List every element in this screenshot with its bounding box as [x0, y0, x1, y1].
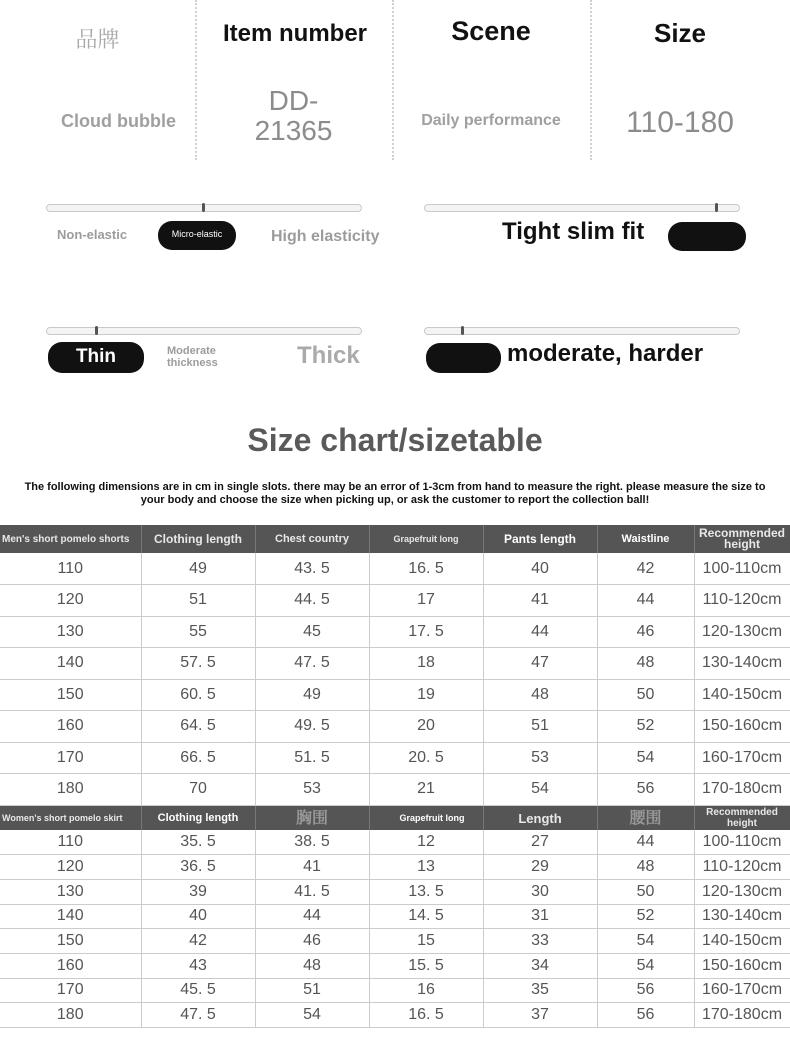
table-cell: 130 — [0, 616, 141, 648]
table-cell: 35 — [483, 978, 597, 1003]
table-row — [0, 929, 790, 954]
size-value: 110-180 — [626, 106, 734, 139]
thickness-track — [46, 327, 362, 335]
table-row — [0, 553, 790, 585]
table-cell: 120-130cm — [694, 616, 790, 648]
elasticity-selected-badge: Micro-elastic — [158, 221, 236, 250]
column-header: Men's short pomelo shorts — [0, 525, 141, 553]
table-cell: 47 — [483, 648, 597, 680]
table-cell: 50 — [597, 879, 694, 904]
item-number-label: Item number — [222, 20, 368, 47]
table-cell: 20. 5 — [369, 742, 483, 774]
column-header: Women's short pomelo skirt — [0, 806, 141, 830]
brand-label: 品牌 — [75, 27, 120, 52]
hardness-track — [424, 327, 740, 335]
size-chart-note: The following dimensions are in cm in single slots. there may be an error of 1-3cm from hand to measure the right. please measure the size to your body and choose the size when picking up, or ask the customer to report the collection ball! — [24, 481, 766, 506]
table-cell: 46 — [597, 616, 694, 648]
table-cell: 46 — [255, 929, 369, 954]
table-cell: 180 — [0, 1003, 141, 1028]
table-cell: 150-160cm — [694, 953, 790, 978]
table-cell: 110 — [0, 830, 141, 855]
table-cell: 54 — [483, 774, 597, 806]
table-row — [0, 879, 790, 904]
table-row — [0, 978, 790, 1003]
table-cell: 12 — [369, 830, 483, 855]
table-cell: 160 — [0, 711, 141, 743]
table-cell: 160 — [0, 953, 141, 978]
table-cell: 120 — [0, 585, 141, 617]
item-number-value-line2: 21365 — [254, 115, 333, 146]
table-cell: 47. 5 — [255, 648, 369, 680]
table-cell: 34 — [483, 953, 597, 978]
table-cell: 31 — [483, 904, 597, 929]
table-cell: 55 — [141, 616, 255, 648]
column-header: Length — [483, 806, 597, 830]
elasticity-marker — [202, 203, 205, 212]
table-cell: 49 — [141, 553, 255, 585]
table-cell: 39 — [141, 879, 255, 904]
table-cell: 180 — [0, 774, 141, 806]
table-cell: 13. 5 — [369, 879, 483, 904]
thickness-right-label: Thick — [297, 342, 360, 369]
table-cell: 50 — [597, 679, 694, 711]
table-row — [0, 616, 790, 648]
fit-label: Tight slim fit — [502, 218, 645, 245]
elasticity-right-label: High elasticity — [271, 228, 380, 245]
table-cell: 160-170cm — [694, 742, 790, 774]
table-row — [0, 585, 790, 617]
table-cell: 48 — [483, 679, 597, 711]
table-cell: 53 — [255, 774, 369, 806]
table-cell: 54 — [597, 742, 694, 774]
womens-size-table — [0, 806, 790, 1028]
thickness-selected-badge: Thin — [48, 342, 144, 373]
table-cell: 45 — [255, 616, 369, 648]
column-header: Pants length — [483, 525, 597, 553]
column-header: Chest country — [255, 525, 369, 553]
table-cell: 170-180cm — [694, 1003, 790, 1028]
table-cell: 42 — [141, 929, 255, 954]
table-cell: 48 — [597, 648, 694, 680]
table-cell: 120 — [0, 855, 141, 880]
table-cell: 51 — [483, 711, 597, 743]
table-cell: 16. 5 — [369, 553, 483, 585]
table-cell: 150-160cm — [694, 711, 790, 743]
table-cell: 140-150cm — [694, 679, 790, 711]
fit-track — [424, 204, 740, 212]
table-cell: 30 — [483, 879, 597, 904]
table-cell: 19 — [369, 679, 483, 711]
table-cell: 51 — [255, 978, 369, 1003]
table-cell: 100-110cm — [694, 830, 790, 855]
fit-marker — [715, 203, 718, 212]
table-cell: 13 — [369, 855, 483, 880]
table-cell: 44 — [597, 830, 694, 855]
table-row — [0, 711, 790, 743]
table-cell: 44 — [483, 616, 597, 648]
table-cell: 56 — [597, 1003, 694, 1028]
table-cell: 110 — [0, 553, 141, 585]
table-cell: 140-150cm — [694, 929, 790, 954]
table-cell: 45. 5 — [141, 978, 255, 1003]
table-cell: 35. 5 — [141, 830, 255, 855]
table-cell: 43 — [141, 953, 255, 978]
size-column — [590, 0, 790, 160]
table-cell: 130 — [0, 879, 141, 904]
column-header: Recommended height — [694, 806, 790, 830]
table-cell: 110-120cm — [694, 585, 790, 617]
table-cell: 170-180cm — [694, 774, 790, 806]
table-cell: 48 — [255, 953, 369, 978]
hardness-label: moderate, harder — [507, 340, 704, 367]
table-cell: 29 — [483, 855, 597, 880]
table-cell: 49. 5 — [255, 711, 369, 743]
brand-column — [0, 0, 195, 160]
table-cell: 20 — [369, 711, 483, 743]
column-header: Recommended height — [694, 525, 790, 553]
table-cell: 16 — [369, 978, 483, 1003]
table-cell: 41 — [483, 585, 597, 617]
table-row — [0, 855, 790, 880]
scene-label: Scene — [451, 16, 531, 46]
table-cell: 38. 5 — [255, 830, 369, 855]
column-header: Grapefruit long — [369, 525, 483, 553]
column-header: 胸围 — [255, 806, 369, 830]
table-row — [0, 830, 790, 855]
table-row — [0, 679, 790, 711]
table-cell: 17 — [369, 585, 483, 617]
table-row — [0, 648, 790, 680]
table-cell: 57. 5 — [141, 648, 255, 680]
column-header: Grapefruit long — [369, 806, 483, 830]
item-number-column — [195, 0, 392, 160]
table-cell: 36. 5 — [141, 855, 255, 880]
table-cell: 48 — [597, 855, 694, 880]
table-cell: 54 — [597, 953, 694, 978]
table-cell: 21 — [369, 774, 483, 806]
table-cell: 41. 5 — [255, 879, 369, 904]
table-cell: 44 — [255, 904, 369, 929]
thickness-middle-label: Moderate thickness — [167, 345, 218, 369]
table-cell: 70 — [141, 774, 255, 806]
table-cell: 120-130cm — [694, 879, 790, 904]
mens-size-table — [0, 525, 790, 806]
table-cell: 66. 5 — [141, 742, 255, 774]
column-header: 腰围 — [597, 806, 694, 830]
table-cell: 14. 5 — [369, 904, 483, 929]
table-cell: 52 — [597, 904, 694, 929]
column-header: Clothing length — [141, 525, 255, 553]
table-row — [0, 904, 790, 929]
table-cell: 33 — [483, 929, 597, 954]
table-cell: 56 — [597, 774, 694, 806]
table-cell: 18 — [369, 648, 483, 680]
table-cell: 51. 5 — [255, 742, 369, 774]
thickness-marker — [95, 326, 98, 335]
table-cell: 130-140cm — [694, 648, 790, 680]
table-cell: 27 — [483, 830, 597, 855]
table-cell: 47. 5 — [141, 1003, 255, 1028]
table-cell: 41 — [255, 855, 369, 880]
table-header-row — [0, 525, 790, 553]
elasticity-left-label: Non-elastic — [57, 227, 128, 242]
table-cell: 150 — [0, 679, 141, 711]
item-number-value-line1: DD- — [268, 85, 319, 116]
table-cell: 15 — [369, 929, 483, 954]
table-cell: 130-140cm — [694, 904, 790, 929]
size-chart-title: Size chart/sizetable — [247, 422, 543, 458]
table-cell: 42 — [597, 553, 694, 585]
table-cell: 40 — [141, 904, 255, 929]
brand-value: Cloud bubble — [61, 111, 176, 131]
table-cell: 54 — [597, 929, 694, 954]
scene-column — [392, 0, 590, 160]
table-cell: 140 — [0, 904, 141, 929]
column-header: Waistline — [597, 525, 694, 553]
table-cell: 49 — [255, 679, 369, 711]
table-cell: 60. 5 — [141, 679, 255, 711]
table-cell: 54 — [255, 1003, 369, 1028]
table-row — [0, 774, 790, 806]
table-cell: 15. 5 — [369, 953, 483, 978]
fit-selected-badge — [668, 222, 746, 251]
table-cell: 53 — [483, 742, 597, 774]
table-cell: 52 — [597, 711, 694, 743]
table-cell: 100-110cm — [694, 553, 790, 585]
table-row — [0, 1003, 790, 1028]
table-row — [0, 953, 790, 978]
table-cell: 160-170cm — [694, 978, 790, 1003]
table-cell: 37 — [483, 1003, 597, 1028]
table-cell: 17. 5 — [369, 616, 483, 648]
size-label: Size — [653, 18, 707, 48]
table-cell: 51 — [141, 585, 255, 617]
table-cell: 16. 5 — [369, 1003, 483, 1028]
table-cell: 56 — [597, 978, 694, 1003]
table-header-row — [0, 806, 790, 830]
scene-value: Daily performance — [421, 112, 561, 129]
table-cell: 110-120cm — [694, 855, 790, 880]
table-cell: 150 — [0, 929, 141, 954]
column-header: Clothing length — [141, 806, 255, 830]
table-row — [0, 742, 790, 774]
table-cell: 44 — [597, 585, 694, 617]
hardness-selected-badge — [426, 343, 501, 373]
table-cell: 40 — [483, 553, 597, 585]
hardness-marker — [461, 326, 464, 335]
table-cell: 43. 5 — [255, 553, 369, 585]
table-cell: 170 — [0, 978, 141, 1003]
table-cell: 170 — [0, 742, 141, 774]
table-cell: 64. 5 — [141, 711, 255, 743]
table-cell: 140 — [0, 648, 141, 680]
table-cell: 44. 5 — [255, 585, 369, 617]
